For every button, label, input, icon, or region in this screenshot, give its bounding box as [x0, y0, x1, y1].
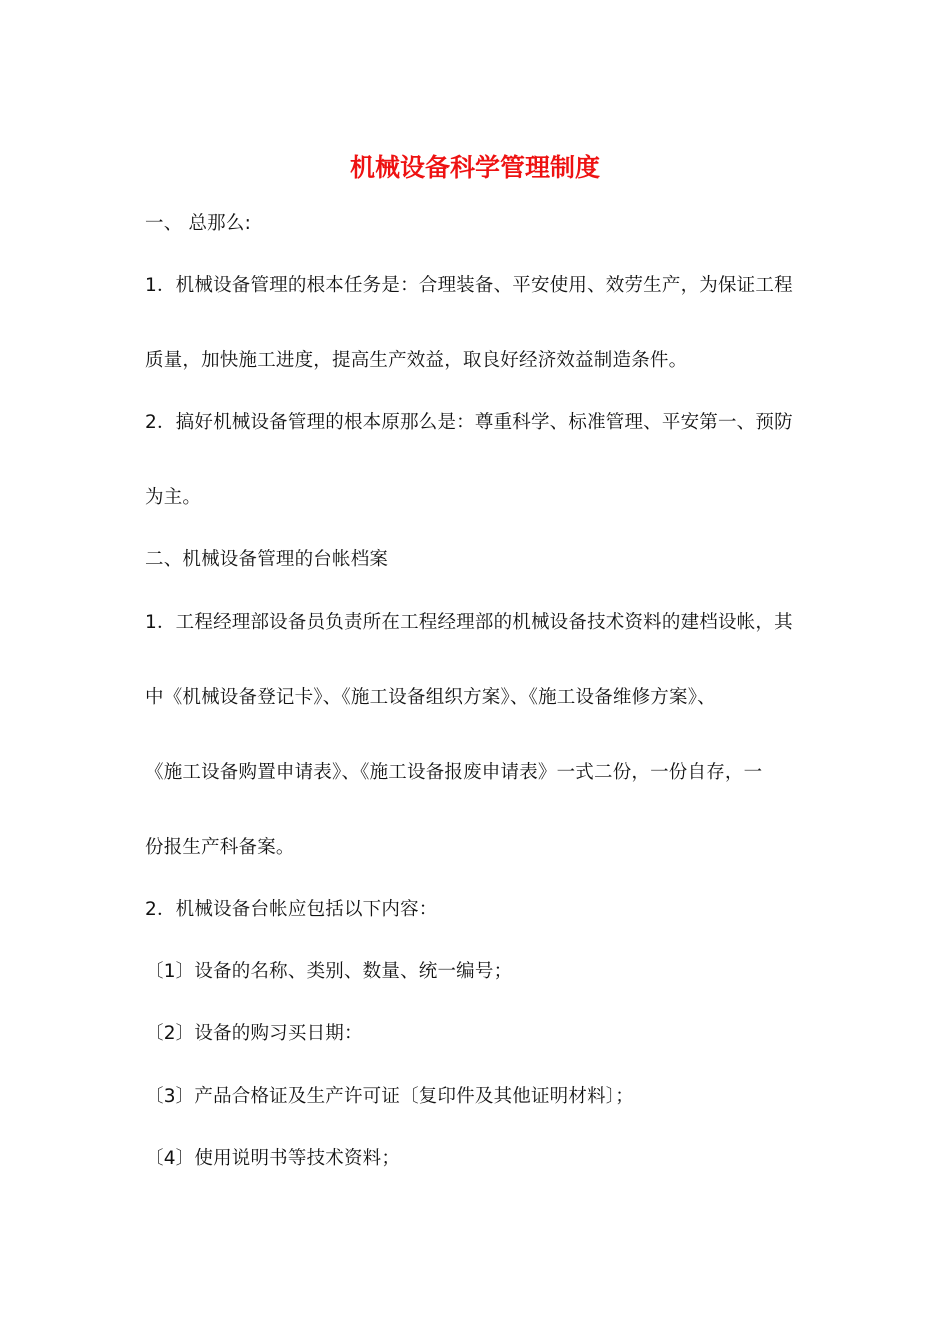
list-item: 〔1〕设备的名称、类别、数量、统一编号；: [145, 961, 513, 982]
list-item: 〔3〕产品合格证及生产许可证〔复印件及其他证明材料〕；: [145, 1086, 634, 1107]
paragraph-line: 为主。: [145, 487, 202, 508]
list-item: 〔4〕使用说明书等技术资料；: [145, 1148, 401, 1169]
paragraph-line: 中《机械设备登记卡》、《施工设备组织方案》、《施工设备维修方案》、: [145, 687, 716, 708]
paragraph-line: 1．工程经理部设备员负责所在工程经理部的机械设备技术资料的建档设帐，其: [145, 612, 793, 633]
document-title: 机械设备科学管理制度: [349, 153, 600, 182]
section-heading-general: 一、 总那么:: [145, 213, 252, 234]
paragraph-line: 份报生产科备案。: [145, 837, 295, 858]
paragraph-line: 2．搞好机械设备管理的根本原那么是：尊重科学、标准管理、平安第一、预防: [145, 412, 793, 433]
paragraph-line: 1．机械设备管理的根本任务是：合理装备、平安使用、效劳生产，为保证工程: [145, 275, 793, 296]
paragraph-line: 2．机械设备台帐应包括以下内容：: [145, 899, 438, 920]
paragraph-line: 《施工设备购置申请表》、《施工设备报废申请表》一式二份，一份自存，一: [145, 762, 763, 783]
paragraph-line: 质量，加快施工进度，提高生产效益，取良好经济效益制造条件。: [145, 350, 688, 371]
section-heading-ledger: 二、机械设备管理的台帐档案: [145, 549, 389, 570]
list-item: 〔2〕设备的购习买日期：: [145, 1023, 363, 1044]
